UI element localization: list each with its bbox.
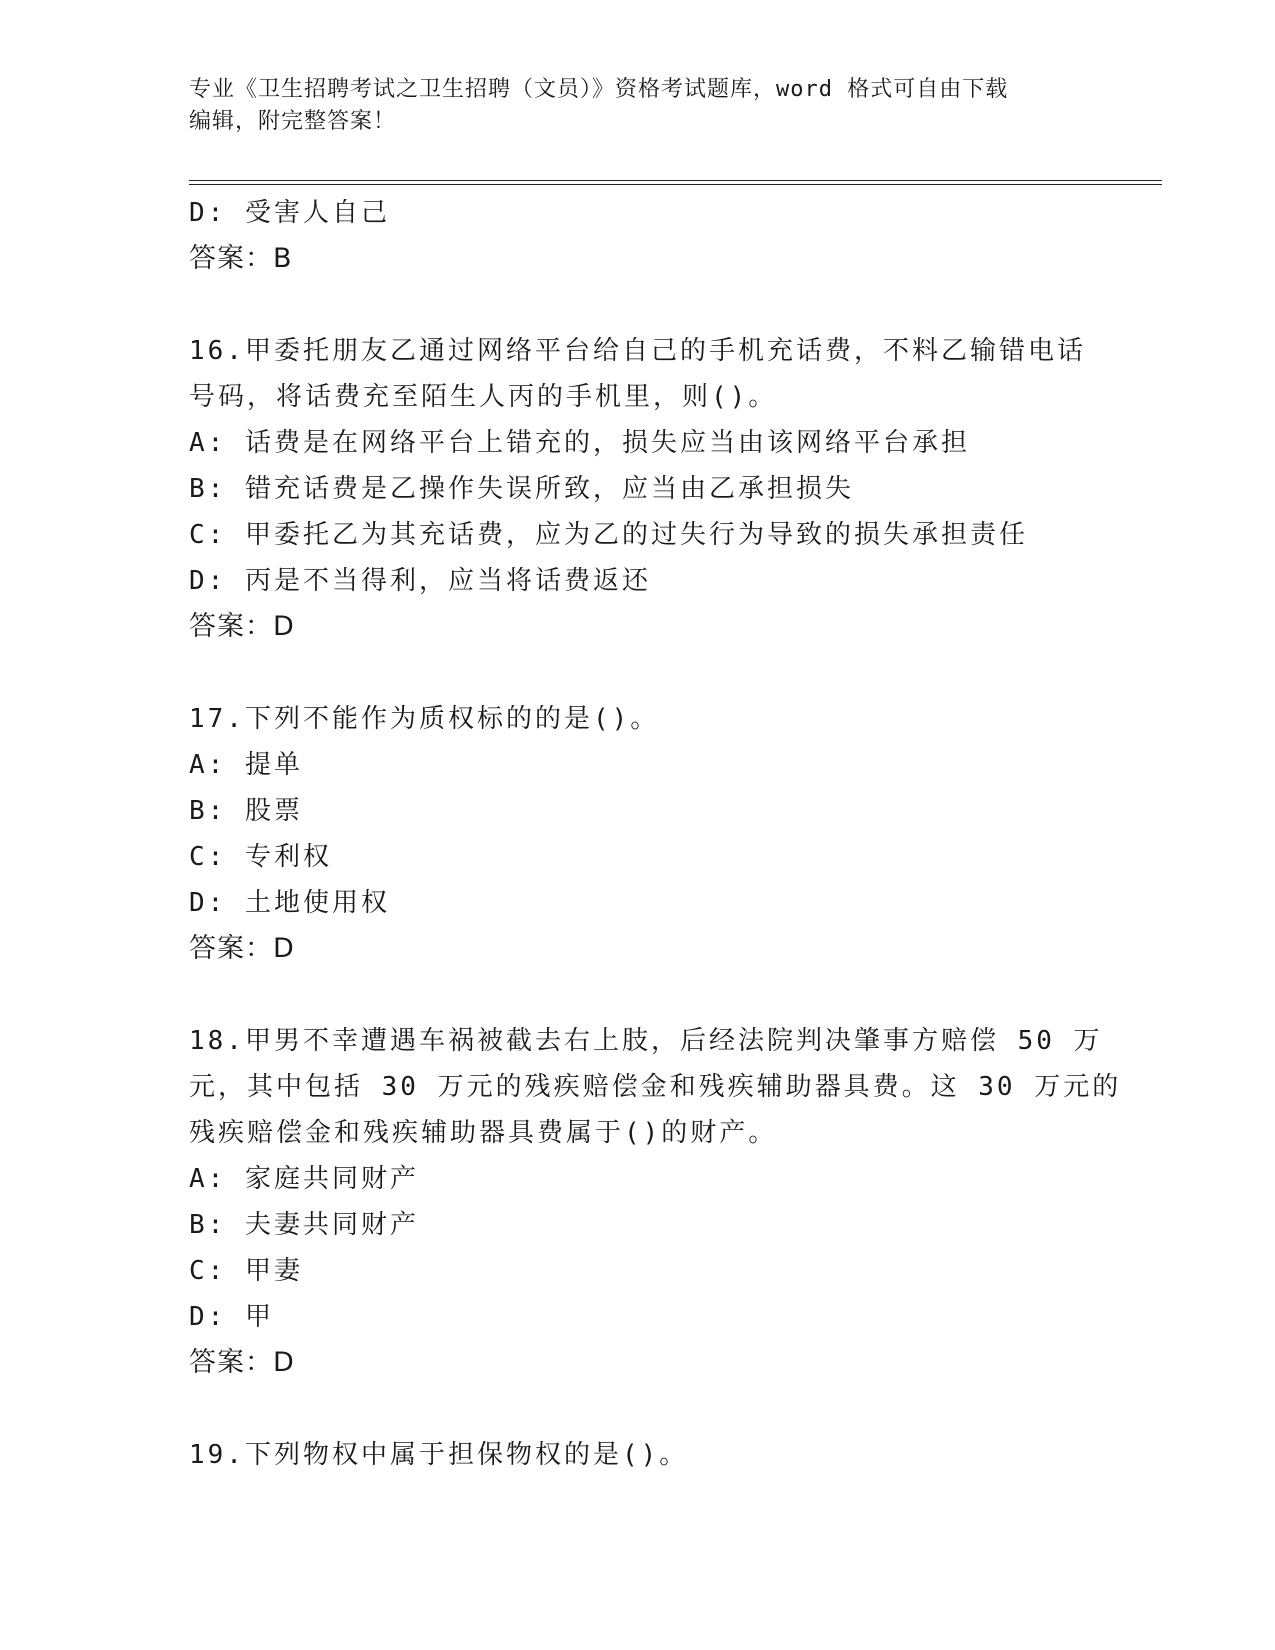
option-a: A: 家庭共同财产 xyxy=(189,1164,419,1194)
answer: 答案：D xyxy=(189,933,295,964)
option-c: C: 专利权 xyxy=(189,842,332,872)
option-a: A: 话费是在网络平台上错充的，损失应当由该网络平台承担 xyxy=(189,428,970,458)
header-line-2: 编辑，附完整答案！ xyxy=(189,109,397,134)
question-stem: 17.下列不能作为质权标的的是()。 xyxy=(189,704,660,734)
page-header xyxy=(189,74,1089,138)
question-stem: 残疾赔偿金和残疾辅助器具费属于()的财产。 xyxy=(189,1118,778,1148)
option-d: D: 丙是不当得利，应当将话费返还 xyxy=(189,566,651,596)
question-stem: 号码，将话费充至陌生人丙的手机里，则()。 xyxy=(189,382,778,412)
option-b: B: 股票 xyxy=(189,796,303,826)
option-d: D: 受害人自己 xyxy=(189,198,390,228)
question-18 xyxy=(189,1018,1122,1386)
option-c: C: 甲委托乙为其充话费，应为乙的过失行为导致的损失承担责任 xyxy=(189,520,1028,550)
option-b: B: 错充话费是乙操作失误所致，应当由乙承担损失 xyxy=(189,474,854,504)
header-rule-top xyxy=(189,180,1162,181)
option-c: C: 甲妻 xyxy=(189,1256,303,1286)
question-17 xyxy=(189,696,1089,972)
header-line-1: 专业《卫生招聘考试之卫生招聘（文员）》资格考试题库，word 格式可自由下载 xyxy=(189,77,1009,102)
answer: 答案：D xyxy=(189,611,295,642)
header-rule-bottom xyxy=(189,184,1162,185)
option-b: B: 夫妻共同财产 xyxy=(189,1210,419,1240)
answer: 答案：B xyxy=(189,243,293,274)
question-stem: 19.下列物权中属于担保物权的是()。 xyxy=(189,1440,689,1470)
question-stem: 元，其中包括 30 万元的残疾赔偿金和残疾辅助器具费。这 30 万元的 xyxy=(189,1072,1122,1102)
option-d: D: 土地使用权 xyxy=(189,888,390,918)
question-16 xyxy=(189,328,1089,650)
question-19 xyxy=(189,1432,1089,1478)
question-15-tail xyxy=(189,190,1089,282)
option-d: D: 甲 xyxy=(189,1302,274,1332)
question-stem: 18.甲男不幸遭遇车祸被截去右上肢，后经法院判决肇事方赔偿 50 万 xyxy=(189,1026,1103,1056)
question-stem: 16.甲委托朋友乙通过网络平台给自己的手机充话费，不料乙输错电话 xyxy=(189,336,1086,366)
question-list xyxy=(189,190,1122,1478)
answer: 答案：D xyxy=(189,1347,295,1378)
option-a: A: 提单 xyxy=(189,750,303,780)
